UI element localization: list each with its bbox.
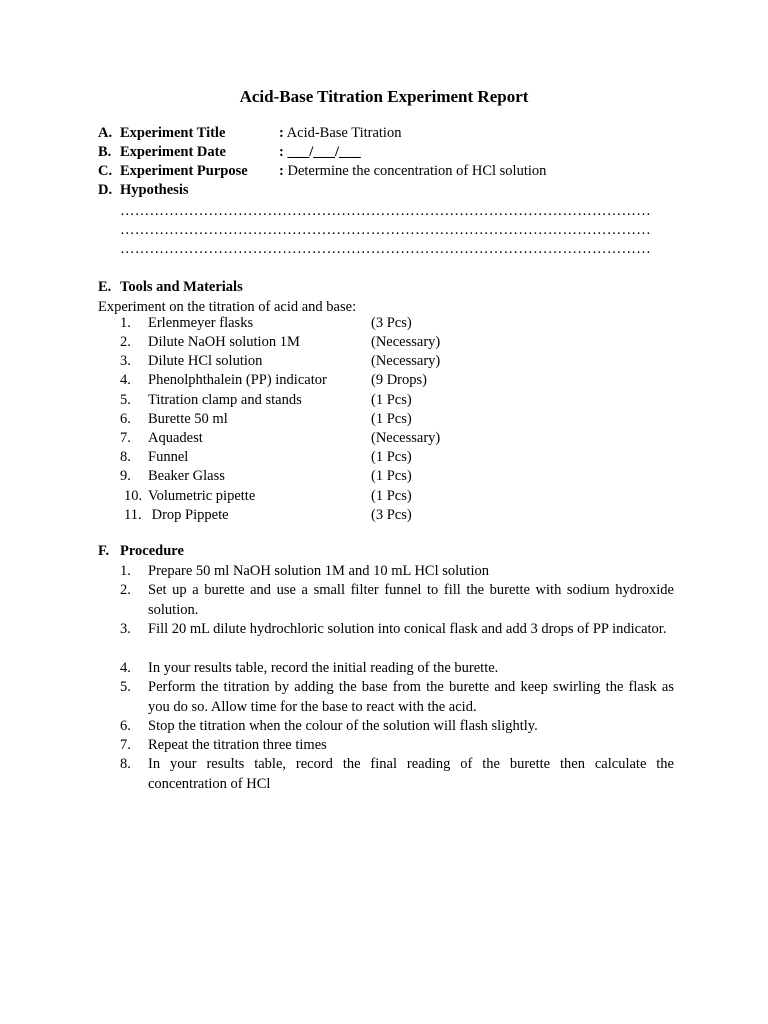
item-number: 2.: [120, 334, 131, 350]
tool-item: [120, 353, 441, 370]
hypothesis-line: ………………………………………………………………………………………………: [120, 203, 651, 219]
info-row-hypothesis: [98, 182, 189, 199]
tool-item: [120, 372, 427, 389]
info-separator: :: [279, 144, 284, 160]
info-label: Experiment Date: [120, 144, 226, 160]
item-name: Volumetric pipette: [148, 488, 256, 504]
item-name: Drop Pippete: [148, 507, 229, 523]
tool-item: [124, 507, 412, 524]
experiment-date-value: ___/___/___: [287, 144, 361, 160]
item-quantity: (Necessary): [371, 430, 441, 446]
step-number: 7.: [120, 737, 131, 753]
procedure-step: [120, 755, 674, 794]
section-tools-heading: [98, 279, 243, 296]
tool-item: [124, 488, 412, 505]
hypothesis-line: ………………………………………………………………………………………………: [120, 241, 651, 257]
hypothesis-line: ………………………………………………………………………………………………: [120, 222, 651, 238]
info-row-purpose: [98, 163, 248, 180]
step-number: 8.: [120, 756, 131, 772]
step-text: Perform the titration by adding the base from the burette and keep swirling the flask as you do so. Allow time for the base to react with the acid.: [148, 679, 674, 715]
procedure-step: [120, 736, 674, 756]
experiment-title-value: Acid-Base Titration: [286, 125, 402, 141]
section-title: Procedure: [120, 543, 184, 559]
section-procedure-heading: [98, 543, 184, 560]
section-title: Tools and Materials: [120, 279, 243, 295]
procedure-step: [120, 562, 674, 582]
info-value-title: [279, 125, 401, 142]
tool-item: [120, 315, 412, 332]
info-label: Experiment Title: [120, 125, 226, 141]
step-number: 4.: [120, 660, 131, 676]
step-number: 5.: [120, 679, 131, 695]
item-number: 11.: [124, 507, 142, 523]
item-number: 6.: [120, 411, 131, 427]
tool-item: [120, 430, 441, 447]
info-value-date: [279, 144, 361, 161]
step-number: 1.: [120, 563, 131, 579]
tool-item: [120, 334, 441, 351]
tool-item: [120, 468, 412, 485]
info-letter: D.: [98, 182, 113, 198]
document-title: Acid-Base Titration Experiment Report: [239, 87, 529, 106]
experiment-purpose-value: Determine the concentration of HCl solution: [287, 163, 547, 179]
procedure-step: [120, 678, 674, 717]
tool-item: [120, 449, 412, 466]
procedure-step: [120, 581, 674, 620]
info-letter: A.: [98, 125, 113, 141]
item-name: Titration clamp and stands: [148, 392, 302, 408]
item-quantity: (3 Pcs): [371, 315, 412, 331]
tools-intro: Experiment on the titration of acid and base:: [98, 299, 357, 315]
item-name: Dilute HCl solution: [148, 353, 263, 369]
item-name: Funnel: [148, 449, 189, 465]
step-text: In your results table, record the final reading of the burette then calculate the concentration of HCl: [148, 756, 674, 792]
info-letter: B.: [98, 144, 112, 160]
item-quantity: (1 Pcs): [371, 488, 412, 504]
step-text: In your results table, record the initial reading of the burette.: [148, 660, 499, 676]
step-text: Set up a burette and use a small filter funnel to fill the burette with sodium hydroxide solution.: [148, 582, 674, 618]
item-number: 10.: [124, 488, 143, 504]
info-separator: :: [279, 163, 284, 179]
step-number: 2.: [120, 582, 131, 598]
item-name: Dilute NaOH solution 1M: [148, 334, 300, 350]
step-number: 3.: [120, 621, 131, 637]
item-quantity: (3 Pcs): [371, 507, 412, 523]
item-quantity: (Necessary): [371, 334, 441, 350]
item-number: 5.: [120, 392, 131, 408]
procedure-step: [120, 659, 674, 679]
item-quantity: (9 Drops): [371, 372, 427, 388]
item-name: Erlenmeyer flasks: [148, 315, 254, 331]
step-text: Repeat the titration three times: [148, 737, 327, 753]
step-number: 6.: [120, 718, 131, 734]
item-name: Burette 50 ml: [148, 411, 228, 427]
item-name: Aquadest: [148, 430, 203, 446]
info-separator: :: [279, 125, 284, 141]
item-quantity: (Necessary): [371, 353, 441, 369]
item-quantity: (1 Pcs): [371, 392, 412, 408]
info-label: Hypothesis: [120, 182, 189, 198]
item-number: 4.: [120, 372, 131, 388]
section-letter: E.: [98, 279, 112, 295]
info-label: Experiment Purpose: [120, 163, 248, 179]
item-number: 1.: [120, 315, 131, 331]
item-quantity: (1 Pcs): [371, 468, 412, 484]
item-number: 3.: [120, 353, 131, 369]
step-text: Stop the titration when the colour of the solution will flash slightly.: [148, 718, 538, 734]
info-letter: C.: [98, 163, 113, 179]
item-number: 7.: [120, 430, 131, 446]
item-number: 9.: [120, 468, 131, 484]
info-value-purpose: [279, 163, 546, 180]
procedure-step: [120, 620, 674, 640]
item-number: 8.: [120, 449, 131, 465]
procedure-step: [120, 717, 674, 737]
item-name: Phenolphthalein (PP) indicator: [148, 372, 327, 388]
step-text: Prepare 50 ml NaOH solution 1M and 10 mL HCl solution: [148, 563, 489, 579]
tool-item: [120, 392, 412, 409]
item-quantity: (1 Pcs): [371, 449, 412, 465]
step-text: Fill 20 mL dilute hydrochloric solution into conical flask and add 3 drops of PP indicator.: [148, 621, 667, 637]
tool-item: [120, 411, 412, 428]
info-row-date: [98, 144, 226, 161]
item-name: Beaker Glass: [148, 468, 225, 484]
info-row-title: [98, 125, 225, 142]
item-quantity: (1 Pcs): [371, 411, 412, 427]
section-letter: F.: [98, 543, 110, 559]
